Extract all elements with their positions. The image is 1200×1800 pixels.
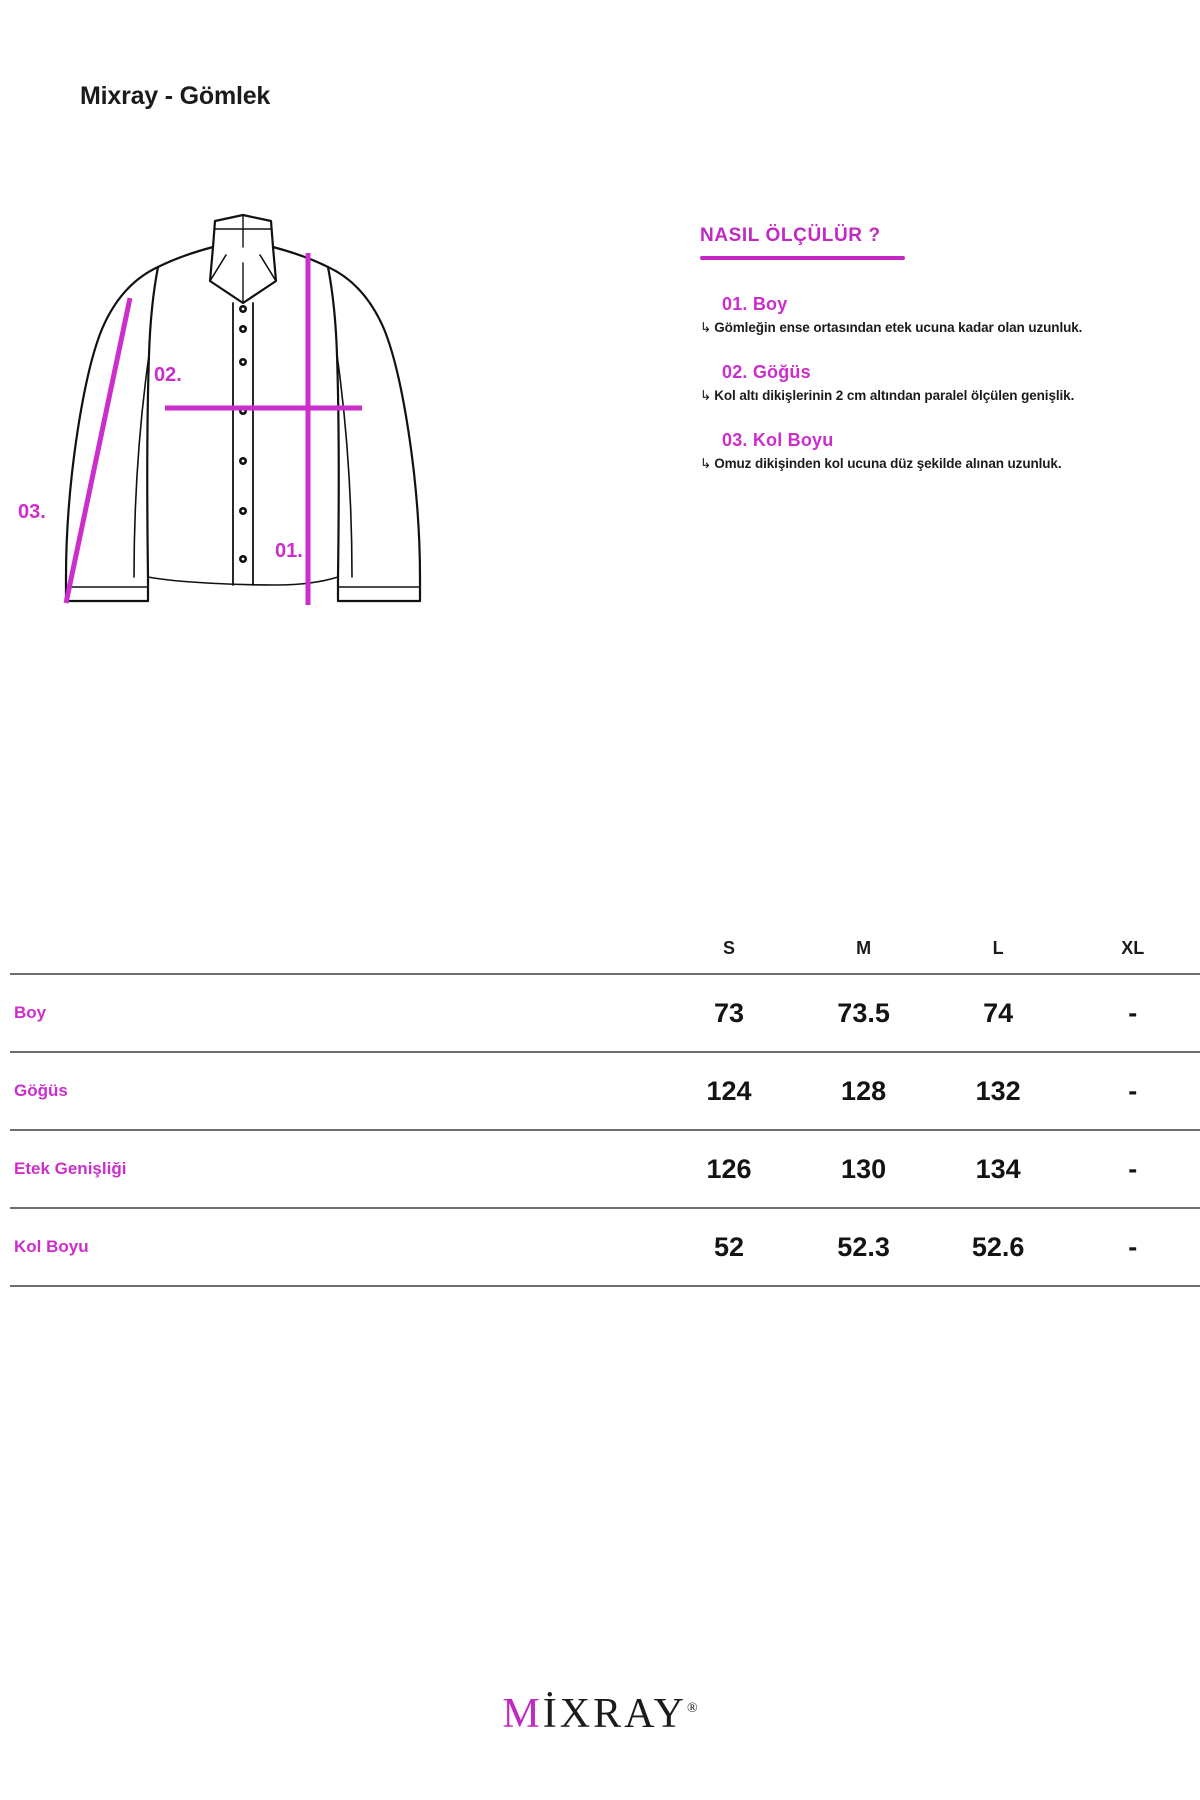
table-header-xl: XL (1065, 938, 1200, 974)
callout-01-label: 01. (275, 540, 303, 562)
measure-item-gogus-desc-text: Kol altı dikişlerinin 2 cm altından paralel ölçülen genişlik. (714, 388, 1075, 403)
row-label-kol-boyu: Kol Boyu (10, 1208, 662, 1286)
measure-item-gogus-desc (700, 388, 1170, 404)
measure-item-kol-boyu-desc-text: Omuz dikişinden kol ucuna düz şekilde alınan uzunluk. (714, 456, 1062, 471)
measure-item-boy-title: 01. Boy (722, 294, 788, 314)
row-label-gogus: Göğüs (10, 1052, 662, 1130)
cell-kol-xl: - (1065, 1208, 1200, 1286)
table-header-l: L (931, 938, 1066, 974)
cell-kol-l: 52.6 (931, 1208, 1066, 1286)
measure-item-kol-boyu-title: 03. Kol Boyu (722, 430, 834, 450)
table-header-s: S (662, 938, 797, 974)
brand-logo-m: M (502, 1691, 543, 1737)
size-table (10, 938, 1200, 1287)
page-title: Mixray - Gömlek (80, 82, 271, 110)
table-header-row (10, 938, 1200, 974)
table-row (10, 974, 1200, 1052)
cell-etek-s: 126 (662, 1130, 797, 1208)
table-row (10, 1208, 1200, 1286)
cell-kol-s: 52 (662, 1208, 797, 1286)
row-label-boy: Boy (10, 974, 662, 1052)
measure-item-boy-desc-text: Gömleğin ense ortasından etek ucuna kadar olan uzunluk. (714, 320, 1083, 335)
measure-item-kol-boyu (700, 430, 1170, 472)
how-to-measure-panel (700, 225, 1170, 472)
table-row (10, 1052, 1200, 1130)
arrow-icon: ↳ (700, 388, 712, 403)
cell-etek-m: 130 (796, 1130, 931, 1208)
shirt-illustration (10, 205, 480, 635)
brand-logo (0, 1690, 1200, 1738)
arrow-icon: ↳ (700, 456, 712, 471)
table-row (10, 1130, 1200, 1208)
measure-item-boy-desc (700, 320, 1170, 336)
brand-logo-x: X (559, 1691, 594, 1737)
measure-item-kol-boyu-desc (700, 456, 1170, 472)
how-to-measure-heading: NASIL ÖLÇÜLÜR ? (700, 225, 881, 246)
brand-logo-registered-mark: ® (686, 1701, 698, 1716)
table-header-blank (10, 938, 662, 974)
callout-03-label: 03. (18, 501, 46, 523)
measure-item-gogus-title: 02. Göğüs (722, 362, 811, 382)
brand-logo-ray: RAY (593, 1691, 687, 1737)
cell-boy-m: 73.5 (796, 974, 931, 1052)
cell-gogus-l: 132 (931, 1052, 1066, 1130)
cell-gogus-s: 124 (662, 1052, 797, 1130)
heading-underline (700, 256, 905, 260)
cell-boy-s: 73 (662, 974, 797, 1052)
cell-boy-xl: - (1065, 974, 1200, 1052)
cell-gogus-xl: - (1065, 1052, 1200, 1130)
cell-etek-l: 134 (931, 1130, 1066, 1208)
measure-item-gogus (700, 362, 1170, 404)
row-label-etek-genisligi: Etek Genişliği (10, 1130, 662, 1208)
cell-etek-xl: - (1065, 1130, 1200, 1208)
callout-02-label: 02. (154, 364, 182, 386)
measure-item-boy (700, 294, 1170, 336)
brand-logo-i: İ (542, 1691, 560, 1737)
arrow-icon: ↳ (700, 320, 712, 335)
table-header-m: M (796, 938, 931, 974)
cell-boy-l: 74 (931, 974, 1066, 1052)
cell-gogus-m: 128 (796, 1052, 931, 1130)
cell-kol-m: 52.3 (796, 1208, 931, 1286)
